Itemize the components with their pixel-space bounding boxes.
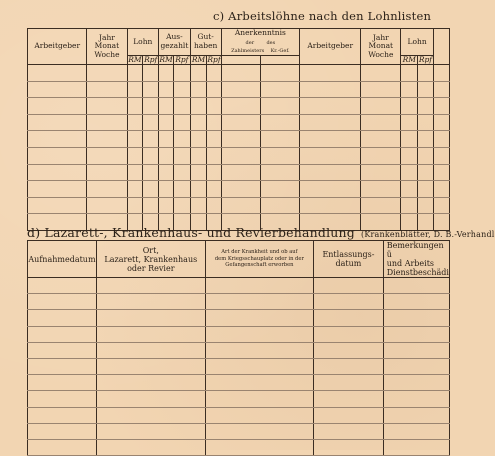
blank-cell <box>127 164 143 181</box>
blank-cell <box>361 65 401 82</box>
section-d-table <box>27 240 450 456</box>
blank-cell <box>28 164 87 181</box>
blank-cell <box>28 391 97 407</box>
blank-cell <box>300 147 361 164</box>
blank-cell <box>221 98 260 115</box>
blank-cell <box>96 407 205 423</box>
blank-cell <box>87 98 127 115</box>
section-c-blank-row <box>28 98 450 115</box>
blank-cell <box>127 181 143 198</box>
blank-cell <box>383 310 449 326</box>
section-d-blank-row <box>28 326 450 342</box>
blank-cell <box>28 439 97 455</box>
blank-cell <box>205 439 313 455</box>
blank-cell <box>221 164 260 181</box>
blank-cell <box>159 131 174 148</box>
blank-cell <box>205 423 313 439</box>
blank-cell <box>383 342 449 358</box>
blank-cell <box>260 114 299 131</box>
blank-cell <box>87 114 127 131</box>
col-arbeitgeber-1: Arbeitgeber <box>28 29 87 65</box>
blank-cell <box>174 98 191 115</box>
blank-cell <box>190 114 207 131</box>
blank-cell <box>159 81 174 98</box>
blank-cell <box>221 131 260 148</box>
blank-cell <box>127 147 143 164</box>
blank-cell <box>143 197 159 214</box>
blank-cell <box>433 197 449 214</box>
blank-cell <box>433 65 449 82</box>
col-guthaben: Gut- haben <box>190 29 221 56</box>
blank-cell <box>174 164 191 181</box>
blank-cell <box>28 342 97 358</box>
blank-cell <box>221 181 260 198</box>
blank-cell <box>418 147 434 164</box>
blank-cell <box>159 65 174 82</box>
section-c-blank-row <box>28 131 450 148</box>
blank-cell <box>96 391 205 407</box>
blank-cell <box>314 439 384 455</box>
blank-cell <box>401 81 418 98</box>
blank-cell <box>28 278 97 294</box>
blank-cell <box>418 164 434 181</box>
section-d-blank-row <box>28 439 450 455</box>
blank-cell <box>174 131 191 148</box>
blank-cell <box>205 375 313 391</box>
col-entlassungsdatum: Entlassungs- datum <box>314 241 384 278</box>
blank-cell <box>127 65 143 82</box>
blank-cell <box>174 197 191 214</box>
blank-cell <box>159 147 174 164</box>
section-d-blank-row <box>28 294 450 310</box>
blank-cell <box>207 147 221 164</box>
col-aufnahmedatum: Aufnahmedatum <box>28 241 97 278</box>
blank-cell <box>418 181 434 198</box>
blank-cell <box>96 342 205 358</box>
blank-cell <box>207 131 221 148</box>
section-c-blank-row <box>28 197 450 214</box>
blank-cell <box>401 114 418 131</box>
section-c-table <box>27 28 450 231</box>
blank-cell <box>159 114 174 131</box>
section-c-heading: c) Arbeitslöhne nach den Lohnlisten <box>213 9 432 23</box>
blank-cell <box>205 310 313 326</box>
blank-cell <box>314 310 384 326</box>
blank-cell <box>383 423 449 439</box>
blank-cell <box>205 278 313 294</box>
section-c-blank-row <box>28 164 450 181</box>
blank-cell <box>314 391 384 407</box>
blank-cell <box>383 294 449 310</box>
col-ausgezahlt: Aus- gezahlt <box>159 29 191 56</box>
blank-cell <box>87 131 127 148</box>
blank-cell <box>300 65 361 82</box>
blank-cell <box>28 375 97 391</box>
section-d-blank-row <box>28 407 450 423</box>
blank-cell <box>205 326 313 342</box>
blank-cell <box>361 131 401 148</box>
blank-cell <box>28 423 97 439</box>
blank-cell <box>361 98 401 115</box>
blank-cell <box>260 147 299 164</box>
section-c-blank-row <box>28 147 450 164</box>
blank-cell <box>159 164 174 181</box>
section-d-rows <box>28 278 450 456</box>
section-d-blank-row <box>28 391 450 407</box>
blank-cell <box>190 81 207 98</box>
blank-cell <box>205 358 313 374</box>
blank-cell <box>221 147 260 164</box>
blank-cell <box>300 98 361 115</box>
blank-cell <box>28 407 97 423</box>
blank-cell <box>221 81 260 98</box>
blank-cell <box>143 164 159 181</box>
blank-cell <box>433 131 449 148</box>
blank-cell <box>143 181 159 198</box>
blank-cell <box>300 81 361 98</box>
blank-cell <box>87 81 127 98</box>
blank-cell <box>205 294 313 310</box>
blank-cell <box>418 114 434 131</box>
blank-cell <box>143 98 159 115</box>
col-jahr-monat-woche-1: Jahr Monat Woche <box>87 29 127 65</box>
blank-cell <box>96 375 205 391</box>
blank-cell <box>221 197 260 214</box>
blank-cell <box>87 197 127 214</box>
col-anerkenntnis: Anerkenntnis der des Zahlmeisters Kr.-Gef. <box>221 29 300 56</box>
blank-cell <box>433 98 449 115</box>
blank-cell <box>205 407 313 423</box>
section-d-heading: d) Lazarett-, Krankenhaus- und Revierbehandlung (Krankenblätter, D. B.-Verhandl <box>27 225 495 240</box>
blank-cell <box>28 326 97 342</box>
blank-cell <box>383 358 449 374</box>
blank-cell <box>28 310 97 326</box>
blank-cell <box>221 65 260 82</box>
blank-cell <box>28 294 97 310</box>
blank-cell <box>28 181 87 198</box>
section-c-blank-row <box>28 65 450 82</box>
blank-cell <box>314 278 384 294</box>
blank-cell <box>127 197 143 214</box>
blank-cell <box>433 114 449 131</box>
blank-cell <box>401 131 418 148</box>
blank-cell <box>260 81 299 98</box>
blank-cell <box>87 181 127 198</box>
blank-cell <box>314 294 384 310</box>
section-d-blank-row <box>28 310 450 326</box>
blank-cell <box>28 147 87 164</box>
section-d-blank-row <box>28 358 450 374</box>
blank-cell <box>401 181 418 198</box>
blank-cell <box>361 197 401 214</box>
blank-cell <box>433 164 449 181</box>
blank-cell <box>143 131 159 148</box>
section-c-rows <box>28 65 450 231</box>
blank-cell <box>207 181 221 198</box>
blank-cell <box>401 147 418 164</box>
blank-cell <box>28 114 87 131</box>
blank-cell <box>190 98 207 115</box>
blank-cell <box>260 98 299 115</box>
section-d-blank-row <box>28 375 450 391</box>
col-lohn-1: Lohn <box>127 29 159 56</box>
blank-cell <box>190 65 207 82</box>
blank-cell <box>418 81 434 98</box>
blank-cell <box>96 358 205 374</box>
blank-cell <box>260 65 299 82</box>
blank-cell <box>96 294 205 310</box>
section-d-blank-row <box>28 423 450 439</box>
blank-cell <box>418 98 434 115</box>
col-arbeitgeber-2: Arbeitgeber <box>300 29 361 65</box>
blank-cell <box>260 131 299 148</box>
blank-cell <box>433 181 449 198</box>
blank-cell <box>361 114 401 131</box>
blank-cell <box>207 114 221 131</box>
col-jahr-monat-woche-2: Jahr Monat Woche <box>361 29 401 65</box>
blank-cell <box>383 439 449 455</box>
currency-subheader-row: RM Rpf RM Rpf RM Rpf RM Rpf <box>128 54 433 64</box>
blank-cell <box>418 65 434 82</box>
blank-cell <box>205 391 313 407</box>
blank-cell <box>401 164 418 181</box>
blank-cell <box>96 439 205 455</box>
col-ort: Ort, Lazarett, Krankenhaus oder Revier <box>96 241 205 278</box>
blank-cell <box>418 131 434 148</box>
blank-cell <box>96 326 205 342</box>
blank-cell <box>127 131 143 148</box>
blank-cell <box>96 310 205 326</box>
blank-cell <box>314 326 384 342</box>
blank-cell <box>300 114 361 131</box>
blank-cell <box>361 164 401 181</box>
blank-cell <box>28 358 97 374</box>
section-d-blank-row <box>28 342 450 358</box>
blank-cell <box>221 114 260 131</box>
blank-cell <box>28 131 87 148</box>
col-lohn-2: Lohn <box>401 29 433 56</box>
blank-cell <box>28 81 87 98</box>
blank-cell <box>207 164 221 181</box>
blank-cell <box>383 278 449 294</box>
blank-cell <box>207 98 221 115</box>
blank-cell <box>127 98 143 115</box>
blank-cell <box>190 131 207 148</box>
section-c-blank-row <box>28 81 450 98</box>
blank-cell <box>314 342 384 358</box>
blank-cell <box>190 147 207 164</box>
blank-cell <box>96 278 205 294</box>
blank-cell <box>383 375 449 391</box>
blank-cell <box>207 81 221 98</box>
blank-cell <box>190 197 207 214</box>
blank-cell <box>314 407 384 423</box>
blank-cell <box>314 375 384 391</box>
blank-cell <box>159 197 174 214</box>
section-c-blank-row <box>28 181 450 198</box>
blank-cell <box>205 342 313 358</box>
blank-cell <box>361 81 401 98</box>
blank-cell <box>190 164 207 181</box>
col-art-der-krankheit: Art der Krankheit und ob auf dem Kriegsschauplatz oder in der Gefangenschaft erworben <box>205 241 313 278</box>
col-cut-off <box>433 29 449 65</box>
blank-cell <box>174 81 191 98</box>
blank-cell <box>314 423 384 439</box>
blank-cell <box>260 164 299 181</box>
blank-cell <box>190 181 207 198</box>
blank-cell <box>87 65 127 82</box>
blank-cell <box>87 164 127 181</box>
blank-cell <box>174 181 191 198</box>
blank-cell <box>96 423 205 439</box>
blank-cell <box>260 197 299 214</box>
blank-cell <box>314 358 384 374</box>
blank-cell <box>207 65 221 82</box>
blank-cell <box>207 197 221 214</box>
blank-cell <box>143 65 159 82</box>
blank-cell <box>361 181 401 198</box>
blank-cell <box>383 407 449 423</box>
section-c-blank-row <box>28 114 450 131</box>
col-bemerkungen: Bemerkungen ü und Arbeits Dienstbeschädi <box>383 241 449 278</box>
blank-cell <box>300 181 361 198</box>
blank-cell <box>300 197 361 214</box>
blank-cell <box>174 65 191 82</box>
blank-cell <box>300 131 361 148</box>
blank-cell <box>143 147 159 164</box>
blank-cell <box>143 114 159 131</box>
blank-cell <box>87 147 127 164</box>
blank-cell <box>143 81 159 98</box>
blank-cell <box>127 81 143 98</box>
blank-cell <box>28 98 87 115</box>
section-d-blank-row <box>28 278 450 294</box>
blank-cell <box>401 65 418 82</box>
blank-cell <box>433 147 449 164</box>
blank-cell <box>383 326 449 342</box>
blank-cell <box>127 114 143 131</box>
blank-cell <box>28 65 87 82</box>
blank-cell <box>418 197 434 214</box>
blank-cell <box>383 391 449 407</box>
blank-cell <box>401 98 418 115</box>
blank-cell <box>401 197 418 214</box>
blank-cell <box>174 147 191 164</box>
blank-cell <box>159 181 174 198</box>
blank-cell <box>260 181 299 198</box>
blank-cell <box>361 147 401 164</box>
blank-cell <box>300 164 361 181</box>
blank-cell <box>28 197 87 214</box>
blank-cell <box>433 81 449 98</box>
blank-cell <box>159 98 174 115</box>
section-d-header-row <box>28 241 450 278</box>
section-c-header-row <box>28 29 450 56</box>
blank-cell <box>174 114 191 131</box>
